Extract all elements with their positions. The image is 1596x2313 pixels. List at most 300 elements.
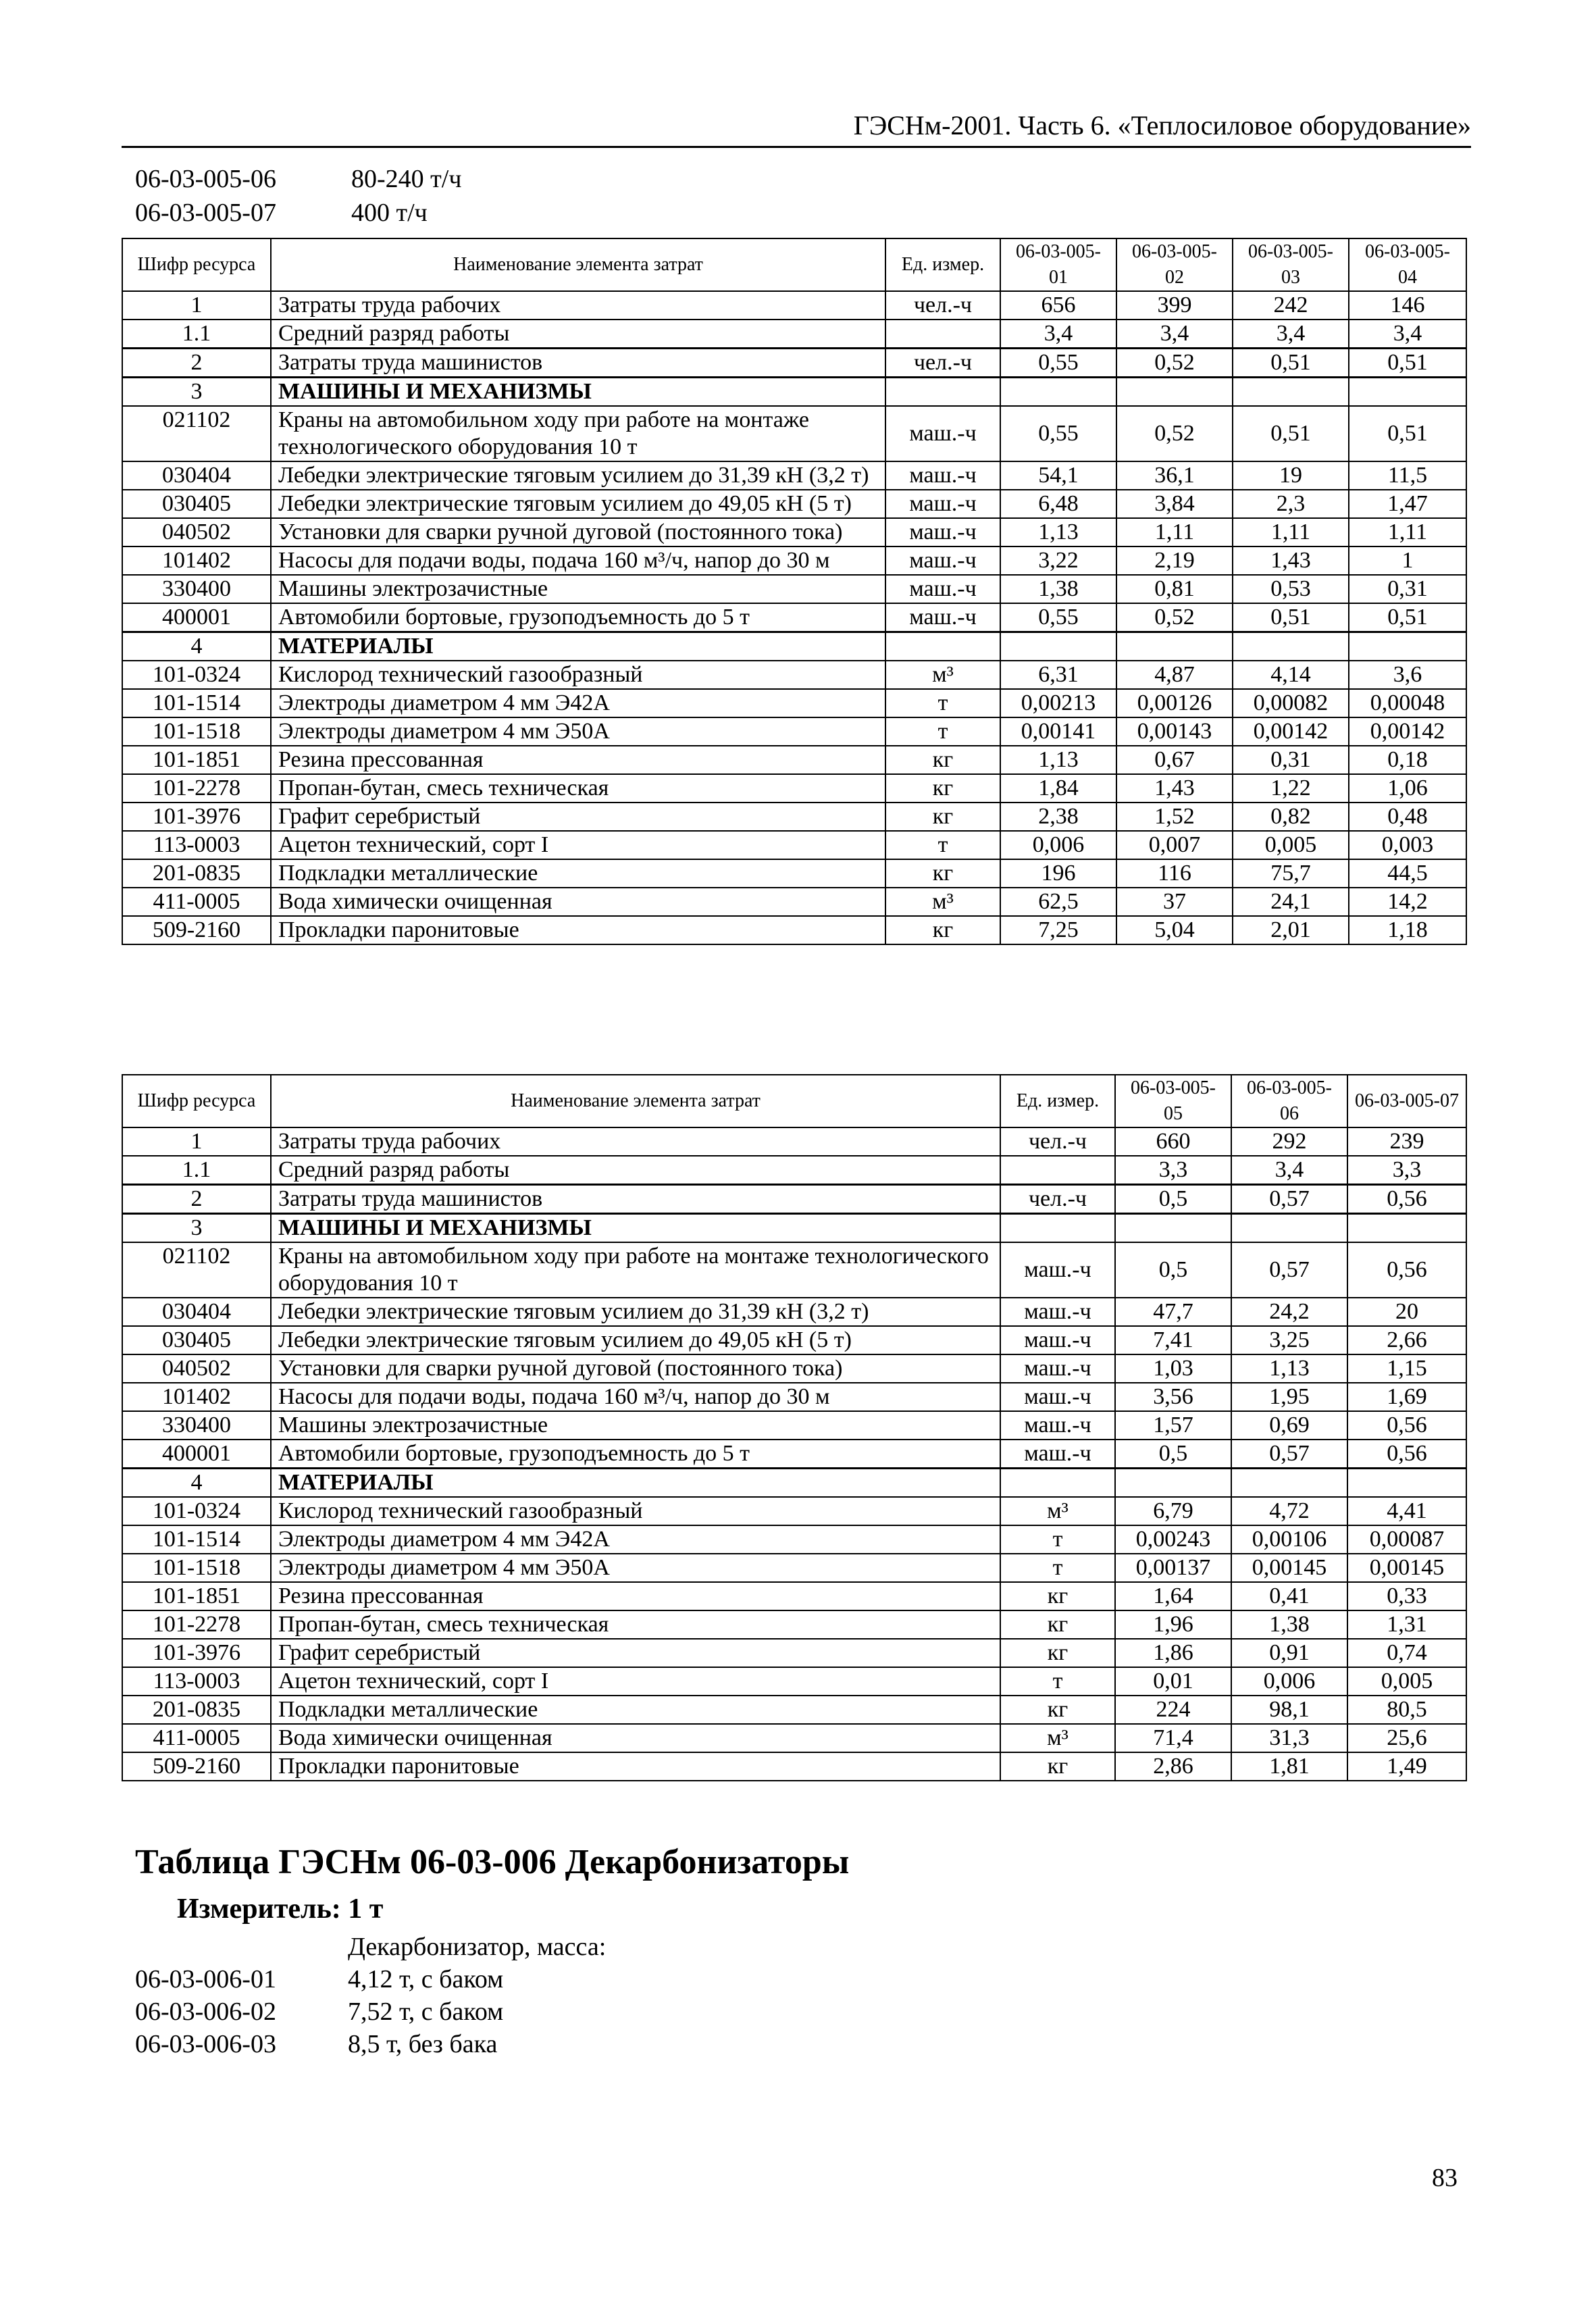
- col-header-rate: 06-03-005-01: [1000, 238, 1116, 291]
- cell-value: 3,56: [1115, 1383, 1231, 1411]
- cell-value: 6,79: [1115, 1497, 1231, 1525]
- cell-value: 1,15: [1347, 1354, 1466, 1383]
- table-row: [122, 406, 1466, 461]
- cell-code: 101-0324: [122, 661, 271, 689]
- cell-value: 0,00243: [1115, 1525, 1231, 1554]
- cell-value: 6,48: [1000, 490, 1116, 518]
- cell-value: 1,57: [1115, 1411, 1231, 1440]
- cell-name: Средний разряд работы: [271, 1156, 1000, 1185]
- cell-value: 75,7: [1233, 859, 1349, 888]
- section-item-code: 06-03-006-02: [135, 1998, 276, 2026]
- cell-name: Лебедки электрические тяговым усилием до 49,05 кН (5 т): [271, 1326, 1000, 1354]
- cell-value: [1349, 378, 1466, 407]
- cell-code: 113-0003: [122, 831, 271, 859]
- cell-value: 0,00142: [1349, 717, 1466, 746]
- cell-code: 030404: [122, 461, 271, 490]
- cell-code: 040502: [122, 1354, 271, 1383]
- cell-unit: маш.-ч: [1000, 1326, 1115, 1354]
- table-row: [122, 689, 1466, 717]
- cell-unit: маш.-ч: [885, 547, 1000, 575]
- cell-code: 201-0835: [122, 1696, 271, 1724]
- section-item: [135, 1996, 503, 2028]
- table-row: [122, 746, 1466, 774]
- table-row: [122, 575, 1466, 603]
- cell-value: 196: [1000, 859, 1116, 888]
- table-row: [122, 547, 1466, 575]
- cell-unit: кг: [885, 916, 1000, 944]
- cell-value: 0,00106: [1231, 1525, 1347, 1554]
- cell-name: Установки для сварки ручной дуговой (постоянного тока): [271, 1354, 1000, 1383]
- cell-unit: кг: [885, 859, 1000, 888]
- cell-value: 0,57: [1231, 1185, 1347, 1214]
- section-measure: Измеритель: 1 т: [177, 1893, 384, 1925]
- cell-code: 113-0003: [122, 1667, 271, 1696]
- table-row: [122, 1214, 1466, 1243]
- table-row: [122, 1752, 1466, 1781]
- table-row: [122, 859, 1466, 888]
- table-row: [122, 632, 1466, 661]
- cell-value: [1233, 632, 1349, 661]
- cell-code: 030405: [122, 1326, 271, 1354]
- cell-unit: маш.-ч: [885, 575, 1000, 603]
- cell-code: 4: [122, 1469, 271, 1498]
- col-header-rate: 06-03-005-02: [1116, 238, 1233, 291]
- section-title: Таблица ГЭСНм 06-03-006 Декарбонизаторы: [135, 1843, 850, 1881]
- variant-row: [135, 162, 461, 196]
- cell-value: 1,43: [1116, 774, 1233, 803]
- cell-value: 0,56: [1347, 1242, 1466, 1298]
- table-row: [122, 1411, 1466, 1440]
- cell-value: 0,00142: [1233, 717, 1349, 746]
- table-row: [122, 1440, 1466, 1469]
- cell-name: Пропан-бутан, смесь техническая: [271, 774, 885, 803]
- cell-value: 0,005: [1347, 1667, 1466, 1696]
- cell-value: 0,55: [1000, 603, 1116, 632]
- cell-name: Вода химически очищенная: [271, 888, 885, 916]
- cell-value: 239: [1347, 1127, 1466, 1156]
- table-row: [122, 320, 1466, 349]
- cell-code: 1: [122, 291, 271, 320]
- cell-unit: маш.-ч: [885, 461, 1000, 490]
- cell-value: 116: [1116, 859, 1233, 888]
- cell-value: 0,5: [1115, 1185, 1231, 1214]
- cell-value: 0,82: [1233, 803, 1349, 831]
- cell-value: 1,38: [1000, 575, 1116, 603]
- cell-code: 101-1518: [122, 1554, 271, 1582]
- cell-code: 101-2278: [122, 774, 271, 803]
- cell-value: 2,66: [1347, 1326, 1466, 1354]
- col-header-unit: Ед. измер.: [1000, 1075, 1115, 1127]
- cell-name: МАШИНЫ И МЕХАНИЗМЫ: [271, 1214, 1000, 1243]
- cell-value: 3,4: [1349, 320, 1466, 349]
- cell-value: 0,00143: [1116, 717, 1233, 746]
- cell-value: 0,57: [1231, 1440, 1347, 1469]
- cell-value: 1,22: [1233, 774, 1349, 803]
- table-row: [122, 349, 1466, 378]
- table-row: [122, 774, 1466, 803]
- cell-unit: маш.-ч: [1000, 1440, 1115, 1469]
- cell-unit: [885, 320, 1000, 349]
- cell-code: 040502: [122, 518, 271, 547]
- cell-value: 3,6: [1349, 661, 1466, 689]
- cell-value: [1115, 1214, 1231, 1243]
- cell-name: Установки для сварки ручной дуговой (постоянного тока): [271, 518, 885, 547]
- cell-value: [1231, 1469, 1347, 1498]
- table-row: [122, 1525, 1466, 1554]
- table-row: [122, 1185, 1466, 1214]
- cell-value: 1,84: [1000, 774, 1116, 803]
- cell-value: [1116, 632, 1233, 661]
- cell-value: 0,01: [1115, 1667, 1231, 1696]
- cell-value: 0,00145: [1231, 1554, 1347, 1582]
- cell-value: 3,4: [1231, 1156, 1347, 1185]
- table-row: [122, 1242, 1466, 1298]
- cell-unit: чел.-ч: [885, 291, 1000, 320]
- cell-value: 0,00213: [1000, 689, 1116, 717]
- cell-value: 2,86: [1115, 1752, 1231, 1781]
- cell-value: 1,52: [1116, 803, 1233, 831]
- cell-value: 3,3: [1347, 1156, 1466, 1185]
- cell-name: Ацетон технический, сорт I: [271, 831, 885, 859]
- cell-unit: кг: [885, 774, 1000, 803]
- table-row: [122, 490, 1466, 518]
- table-row: [122, 603, 1466, 632]
- cell-unit: маш.-ч: [885, 490, 1000, 518]
- cell-name: Насосы для подачи воды, подача 160 м³/ч, напор до 30 м: [271, 547, 885, 575]
- cell-unit: кг: [885, 803, 1000, 831]
- cell-value: 3,22: [1000, 547, 1116, 575]
- cell-name: Краны на автомобильном ходу при работе на монтаже технологического оборудования 10 т: [271, 1242, 1000, 1298]
- cell-value: 0,56: [1347, 1411, 1466, 1440]
- table-row: [122, 1383, 1466, 1411]
- cell-value: 4,72: [1231, 1497, 1347, 1525]
- cell-value: 3,4: [1000, 320, 1116, 349]
- cell-value: 0,00137: [1115, 1554, 1231, 1582]
- section-item-value: 7,52 т, с баком: [348, 1998, 504, 2026]
- cell-value: 2,19: [1116, 547, 1233, 575]
- cell-value: 0,51: [1349, 603, 1466, 632]
- cell-name: Резина прессованная: [271, 746, 885, 774]
- cell-code: 2: [122, 1185, 271, 1214]
- cell-value: 20: [1347, 1298, 1466, 1326]
- cell-code: 101-1514: [122, 689, 271, 717]
- cell-name: Подкладки металлические: [271, 1696, 1000, 1724]
- cell-value: 6,31: [1000, 661, 1116, 689]
- cell-name: Затраты труда рабочих: [271, 1127, 1000, 1156]
- cell-value: 80,5: [1347, 1696, 1466, 1724]
- cell-name: Лебедки электрические тяговым усилием до 49,05 кН (5 т): [271, 490, 885, 518]
- running-header: ГЭСНм-2001. Часть 6. «Теплосиловое оборудование»: [122, 108, 1471, 148]
- cell-value: 14,2: [1349, 888, 1466, 916]
- cell-value: 44,5: [1349, 859, 1466, 888]
- cell-unit: м³: [885, 661, 1000, 689]
- cell-value: 0,57: [1231, 1242, 1347, 1298]
- cell-unit: маш.-ч: [1000, 1298, 1115, 1326]
- cell-unit: чел.-ч: [1000, 1127, 1115, 1156]
- cell-unit: маш.-ч: [1000, 1242, 1115, 1298]
- cell-name: Автомобили бортовые, грузоподъемность до 5 т: [271, 1440, 1000, 1469]
- table-row: [122, 1554, 1466, 1582]
- cell-name: Лебедки электрические тяговым усилием до 31,39 кН (3,2 т): [271, 1298, 1000, 1326]
- cell-value: 0,00082: [1233, 689, 1349, 717]
- cell-code: 1.1: [122, 320, 271, 349]
- cell-code: 411-0005: [122, 888, 271, 916]
- cell-unit: т: [885, 717, 1000, 746]
- cell-value: 3,25: [1231, 1326, 1347, 1354]
- col-header-code: Шифр ресурса: [122, 1075, 271, 1127]
- section-items: [135, 1963, 503, 2060]
- cell-name: Кислород технический газообразный: [271, 661, 885, 689]
- cell-value: 0,00087: [1347, 1525, 1466, 1554]
- cell-name: Прокладки паронитовые: [271, 1752, 1000, 1781]
- cell-name: Графит серебристый: [271, 1639, 1000, 1667]
- section-item-code: 06-03-006-03: [135, 2030, 276, 2058]
- cell-value: 0,33: [1347, 1582, 1466, 1610]
- cell-value: 0,51: [1233, 406, 1349, 461]
- cell-code: 101402: [122, 1383, 271, 1411]
- cell-value: 4,41: [1347, 1497, 1466, 1525]
- cell-name: Электроды диаметром 4 мм Э50А: [271, 1554, 1000, 1582]
- cell-code: 509-2160: [122, 1752, 271, 1781]
- cell-code: 101-0324: [122, 1497, 271, 1525]
- cell-code: 101-1518: [122, 717, 271, 746]
- cell-code: 101402: [122, 547, 271, 575]
- cell-value: 1: [1349, 547, 1466, 575]
- table-row: [122, 803, 1466, 831]
- cell-value: 0,53: [1233, 575, 1349, 603]
- cell-code: 021102: [122, 1242, 271, 1298]
- cell-name: Резина прессованная: [271, 1582, 1000, 1610]
- cell-value: 0,55: [1000, 349, 1116, 378]
- table-row: [122, 717, 1466, 746]
- page-number: 83: [1432, 2164, 1458, 2192]
- cell-unit: кг: [885, 746, 1000, 774]
- cell-name: Электроды диаметром 4 мм Э50А: [271, 717, 885, 746]
- cell-unit: чел.-ч: [885, 349, 1000, 378]
- cell-value: 31,3: [1231, 1724, 1347, 1752]
- cell-value: 1,13: [1000, 518, 1116, 547]
- cell-value: [1115, 1469, 1231, 1498]
- table-row: [122, 1326, 1466, 1354]
- cell-name: Кислород технический газообразный: [271, 1497, 1000, 1525]
- cell-value: 1,38: [1231, 1610, 1347, 1639]
- cell-value: 0,5: [1115, 1440, 1231, 1469]
- cell-name: Затраты труда машинистов: [271, 349, 885, 378]
- cell-code: 101-3976: [122, 1639, 271, 1667]
- cell-value: 3,3: [1115, 1156, 1231, 1185]
- cell-value: 3,4: [1116, 320, 1233, 349]
- cell-value: [1347, 1214, 1466, 1243]
- table-row: [122, 1639, 1466, 1667]
- cell-value: 0,51: [1233, 603, 1349, 632]
- cell-code: 030404: [122, 1298, 271, 1326]
- cell-unit: [1000, 1214, 1115, 1243]
- cell-name: Пропан-бутан, смесь техническая: [271, 1610, 1000, 1639]
- cell-value: 0,91: [1231, 1639, 1347, 1667]
- variant-value: 80-240 т/ч: [351, 165, 462, 193]
- table-row: [122, 461, 1466, 490]
- cell-name: Электроды диаметром 4 мм Э42А: [271, 689, 885, 717]
- cell-unit: кг: [1000, 1610, 1115, 1639]
- cell-unit: т: [1000, 1667, 1115, 1696]
- table-row: [122, 1497, 1466, 1525]
- cell-value: 24,1: [1233, 888, 1349, 916]
- section-item: [135, 1963, 503, 1996]
- table-row: [122, 1582, 1466, 1610]
- cell-value: 224: [1115, 1696, 1231, 1724]
- cell-value: 0,41: [1231, 1582, 1347, 1610]
- section-item-value: 4,12 т, с баком: [348, 1965, 504, 1993]
- cell-value: 0,00126: [1116, 689, 1233, 717]
- cell-value: [1116, 378, 1233, 407]
- cell-name: Автомобили бортовые, грузоподъемность до 5 т: [271, 603, 885, 632]
- table-header-row: [122, 1075, 1466, 1127]
- cell-value: 1,43: [1233, 547, 1349, 575]
- col-header-rate: 06-03-005-03: [1233, 238, 1349, 291]
- cell-value: 1,95: [1231, 1383, 1347, 1411]
- cell-unit: чел.-ч: [1000, 1185, 1115, 1214]
- table-row: [122, 518, 1466, 547]
- cell-value: 0,56: [1347, 1440, 1466, 1469]
- cell-value: 0,67: [1116, 746, 1233, 774]
- cell-unit: маш.-ч: [885, 518, 1000, 547]
- variant-codes: [135, 162, 461, 230]
- cell-value: [1231, 1214, 1347, 1243]
- cell-value: 1,13: [1000, 746, 1116, 774]
- cell-value: 0,55: [1000, 406, 1116, 461]
- cell-unit: кг: [1000, 1639, 1115, 1667]
- cell-code: 3: [122, 378, 271, 407]
- col-header-unit: Ед. измер.: [885, 238, 1000, 291]
- cell-code: 101-1851: [122, 746, 271, 774]
- cell-value: 0,56: [1347, 1185, 1466, 1214]
- cell-value: 0,005: [1233, 831, 1349, 859]
- cell-value: 37: [1116, 888, 1233, 916]
- cell-value: 1,11: [1349, 518, 1466, 547]
- cell-value: 0,51: [1233, 349, 1349, 378]
- cell-value: 0,74: [1347, 1639, 1466, 1667]
- cell-unit: т: [885, 689, 1000, 717]
- section-item-value: 8,5 т, без бака: [348, 2030, 498, 2058]
- cell-value: 36,1: [1116, 461, 1233, 490]
- cell-code: 101-1514: [122, 1525, 271, 1554]
- table-row: [122, 291, 1466, 320]
- table-row: [122, 916, 1466, 944]
- cell-value: 656: [1000, 291, 1116, 320]
- col-header-name: Наименование элемента затрат: [271, 1075, 1000, 1127]
- cell-code: 030405: [122, 490, 271, 518]
- table-row: [122, 1127, 1466, 1156]
- col-header-rate: 06-03-005-04: [1349, 238, 1466, 291]
- cell-name: МАТЕРИАЛЫ: [271, 1469, 1000, 1498]
- cell-value: 25,6: [1347, 1724, 1466, 1752]
- cell-value: 0,006: [1231, 1667, 1347, 1696]
- resource-table-2: [122, 1074, 1467, 1781]
- cell-value: 0,81: [1116, 575, 1233, 603]
- cell-unit: м³: [885, 888, 1000, 916]
- cell-code: 400001: [122, 1440, 271, 1469]
- cell-code: 330400: [122, 575, 271, 603]
- cell-value: 4,14: [1233, 661, 1349, 689]
- table-header-row: [122, 238, 1466, 291]
- cell-code: 2: [122, 349, 271, 378]
- cell-value: 71,4: [1115, 1724, 1231, 1752]
- cell-name: Ацетон технический, сорт I: [271, 1667, 1000, 1696]
- col-header-rate: 06-03-005-07: [1347, 1075, 1466, 1127]
- cell-code: 4: [122, 632, 271, 661]
- cell-value: 0,18: [1349, 746, 1466, 774]
- cell-value: [1000, 378, 1116, 407]
- cell-value: 2,3: [1233, 490, 1349, 518]
- cell-name: Электроды диаметром 4 мм Э42А: [271, 1525, 1000, 1554]
- cell-value: 0,00048: [1349, 689, 1466, 717]
- cell-value: 1,64: [1115, 1582, 1231, 1610]
- table-row: [122, 831, 1466, 859]
- cell-code: 509-2160: [122, 916, 271, 944]
- variant-code: 06-03-005-07: [135, 199, 276, 227]
- cell-value: 7,41: [1115, 1326, 1231, 1354]
- cell-name: МАШИНЫ И МЕХАНИЗМЫ: [271, 378, 885, 407]
- section-item: [135, 2028, 503, 2060]
- cell-unit: маш.-ч: [885, 406, 1000, 461]
- cell-value: 0,52: [1116, 406, 1233, 461]
- cell-unit: кг: [1000, 1582, 1115, 1610]
- cell-value: 0,48: [1349, 803, 1466, 831]
- cell-value: 1,13: [1231, 1354, 1347, 1383]
- cell-value: [1233, 378, 1349, 407]
- cell-unit: [885, 378, 1000, 407]
- cell-value: 1,11: [1116, 518, 1233, 547]
- cell-value: 47,7: [1115, 1298, 1231, 1326]
- cell-unit: маш.-ч: [1000, 1383, 1115, 1411]
- variant-code: 06-03-005-06: [135, 165, 276, 193]
- cell-value: 0,51: [1349, 349, 1466, 378]
- cell-value: 0,52: [1116, 349, 1233, 378]
- cell-name: Вода химически очищенная: [271, 1724, 1000, 1752]
- cell-value: 0,007: [1116, 831, 1233, 859]
- cell-code: 021102: [122, 406, 271, 461]
- cell-value: 1,47: [1349, 490, 1466, 518]
- cell-name: Затраты труда машинистов: [271, 1185, 1000, 1214]
- table-row: [122, 1156, 1466, 1185]
- section-item-code: 06-03-006-01: [135, 1965, 276, 1993]
- cell-value: 3,84: [1116, 490, 1233, 518]
- cell-value: 2,38: [1000, 803, 1116, 831]
- col-header-rate: 06-03-005-06: [1231, 1075, 1347, 1127]
- cell-value: 399: [1116, 291, 1233, 320]
- table-row: [122, 661, 1466, 689]
- cell-unit: т: [885, 831, 1000, 859]
- cell-value: 11,5: [1349, 461, 1466, 490]
- cell-unit: м³: [1000, 1724, 1115, 1752]
- cell-code: 411-0005: [122, 1724, 271, 1752]
- cell-name: Прокладки паронитовые: [271, 916, 885, 944]
- cell-value: 62,5: [1000, 888, 1116, 916]
- col-header-rate: 06-03-005-05: [1115, 1075, 1231, 1127]
- variant-value: 400 т/ч: [351, 199, 428, 227]
- table-row: [122, 888, 1466, 916]
- table-row: [122, 1298, 1466, 1326]
- cell-unit: [1000, 1156, 1115, 1185]
- cell-code: 330400: [122, 1411, 271, 1440]
- table-row: [122, 1354, 1466, 1383]
- cell-code: 101-1851: [122, 1582, 271, 1610]
- cell-value: 1,03: [1115, 1354, 1231, 1383]
- section-items-header: Декарбонизатор, масса:: [348, 1933, 607, 1961]
- cell-value: 0,003: [1349, 831, 1466, 859]
- cell-value: 242: [1233, 291, 1349, 320]
- cell-name: Подкладки металлические: [271, 859, 885, 888]
